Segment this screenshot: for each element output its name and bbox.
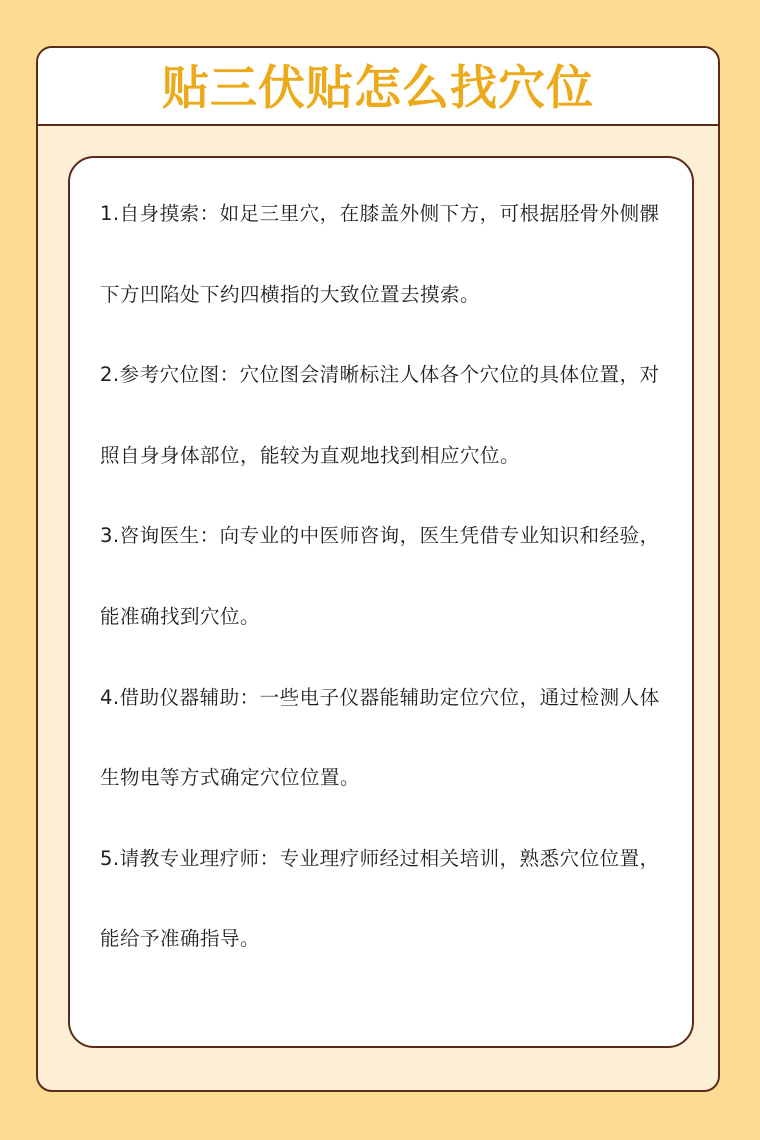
title-bar [38,48,718,126]
page-title: 贴三伏贴怎么找穴位 [162,60,594,116]
list-item-instrument-aid: 4.借助仪器辅助：一些电子仪器能辅助定位穴位，通过检测人体生物电等方式确定穴位位置。 [100,685,660,790]
list-item-acupoint-chart: 2.参考穴位图：穴位图会清晰标注人体各个穴位的具体位置，对照自身身体部位，能较为直观地找到相应穴位。 [100,363,660,467]
info-card [36,46,720,1092]
content-panel [68,156,694,1048]
list-item-therapist: 5.请教专业理疗师：专业理疗师经过相关培训，熟悉穴位位置，能给予准确指导。 [100,846,660,951]
content-text [100,174,660,980]
list-item-self-search: 1.自身摸索：如足三里穴，在膝盖外侧下方，可根据胫骨外侧髁下方凹陷处下约四横指的大致位置去摸索。 [100,202,660,306]
list-item-consult-doctor: 3.咨询医生：向专业的中医师咨询，医生凭借专业知识和经验，能准确找到穴位。 [100,524,660,628]
